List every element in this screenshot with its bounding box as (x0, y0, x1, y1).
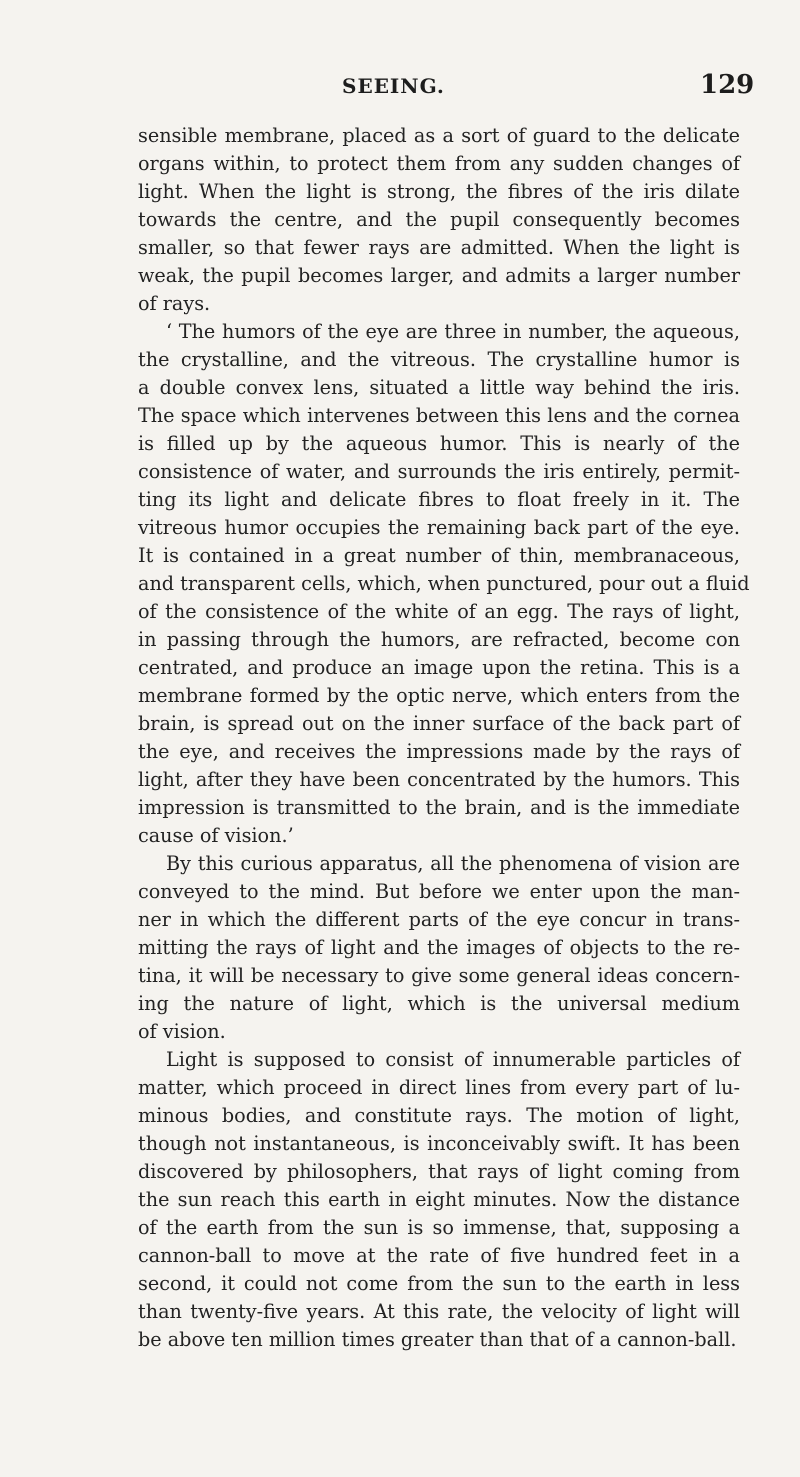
text-line: By this curious apparatus, all the phenomena of vision are (166, 852, 740, 875)
text-line: than twenty-five years. At this rate, the velocity of light will (138, 1300, 740, 1323)
text-line: mitting the rays of light and the images of objects to the re- (138, 936, 740, 959)
text-line: impression is transmitted to the brain, and is the immediate (138, 796, 740, 819)
text-line: membrane formed by the optic nerve, which enters from the (138, 684, 740, 707)
text-line: conveyed to the mind. But before we enter upon the man- (138, 880, 740, 903)
text-line: of rays. (138, 292, 211, 315)
text-line: The space which intervenes between this lens and the cornea (138, 404, 740, 427)
text-line: matter, which proceed in direct lines from every part of lu- (138, 1076, 740, 1099)
text-line: though not instantaneous, is inconceivably swift. It has been (138, 1132, 740, 1155)
text-line: It is contained in a great number of thin, membranaceous, (138, 544, 740, 567)
text-line: cannon-ball to move at the rate of five hundred feet in a (138, 1244, 740, 1267)
text-line: consistence of water, and surrounds the iris entirely, permit- (138, 460, 740, 483)
text-line: minous bodies, and constitute rays. The motion of light, (138, 1104, 740, 1127)
text-line: in passing through the humors, are refracted, become con (138, 628, 740, 651)
text-line: sensible membrane, placed as a sort of guard to the delicate (138, 124, 740, 147)
text-line: and transparent cells, which, when punctured, pour out a fluid (138, 572, 750, 595)
text-line: of vision. (138, 1020, 226, 1043)
text-line: is filled up by the aqueous humor. This is nearly of the (138, 432, 740, 455)
text-line: a double convex lens, situated a little way behind the iris. (138, 376, 740, 399)
text-line: ner in which the different parts of the eye concur in trans- (138, 908, 740, 931)
text-line: vitreous humor occupies the remaining back part of the eye. (138, 516, 740, 539)
text-line: of the earth from the sun is so immense, that, supposing a (138, 1216, 740, 1239)
text-line: ing the nature of light, which is the universal medium (138, 992, 740, 1015)
text-line: of the consistence of the white of an egg. The rays of light, (138, 600, 740, 623)
text-line: second, it could not come from the sun to the earth in less (138, 1272, 740, 1295)
body-text (138, 122, 750, 1354)
text-line: the crystalline, and the vitreous. The crystalline humor is (138, 348, 740, 371)
text-line: light, after they have been concentrated by the humors. This (138, 768, 740, 791)
text-line: smaller, so that fewer rays are admitted. When the light is (138, 236, 740, 259)
text-line: the sun reach this earth in eight minutes. Now the distance (138, 1188, 740, 1211)
text-line: the eye, and receives the impressions made by the rays of (138, 740, 740, 763)
page-number: 129 (700, 70, 755, 100)
text-line: organs within, to protect them from any sudden changes of (138, 152, 740, 175)
text-line: light. When the light is strong, the fibres of the iris dilate (138, 180, 740, 203)
text-line: cause of vision.’ (138, 824, 294, 847)
text-line: weak, the pupil becomes larger, and admits a larger number (138, 264, 740, 287)
page-header (0, 70, 800, 110)
text-line: centrated, and produce an image upon the retina. This is a (138, 656, 740, 679)
text-line: be above ten million times greater than that of a cannon-ball. (138, 1328, 737, 1351)
running-head: SEEING. (342, 74, 445, 98)
text-line: brain, is spread out on the inner surface of the back part of (138, 712, 740, 735)
text-line: Light is supposed to consist of innumerable particles of (166, 1048, 740, 1071)
text-line: tina, it will be necessary to give some general ideas concern- (138, 964, 740, 987)
text-line: discovered by philosophers, that rays of light coming from (138, 1160, 740, 1183)
text-line: ting its light and delicate fibres to float freely in it. The (138, 488, 740, 511)
text-line: ‘ The humors of the eye are three in number, the aqueous, (166, 320, 740, 343)
text-line: towards the centre, and the pupil consequently becomes (138, 208, 740, 231)
